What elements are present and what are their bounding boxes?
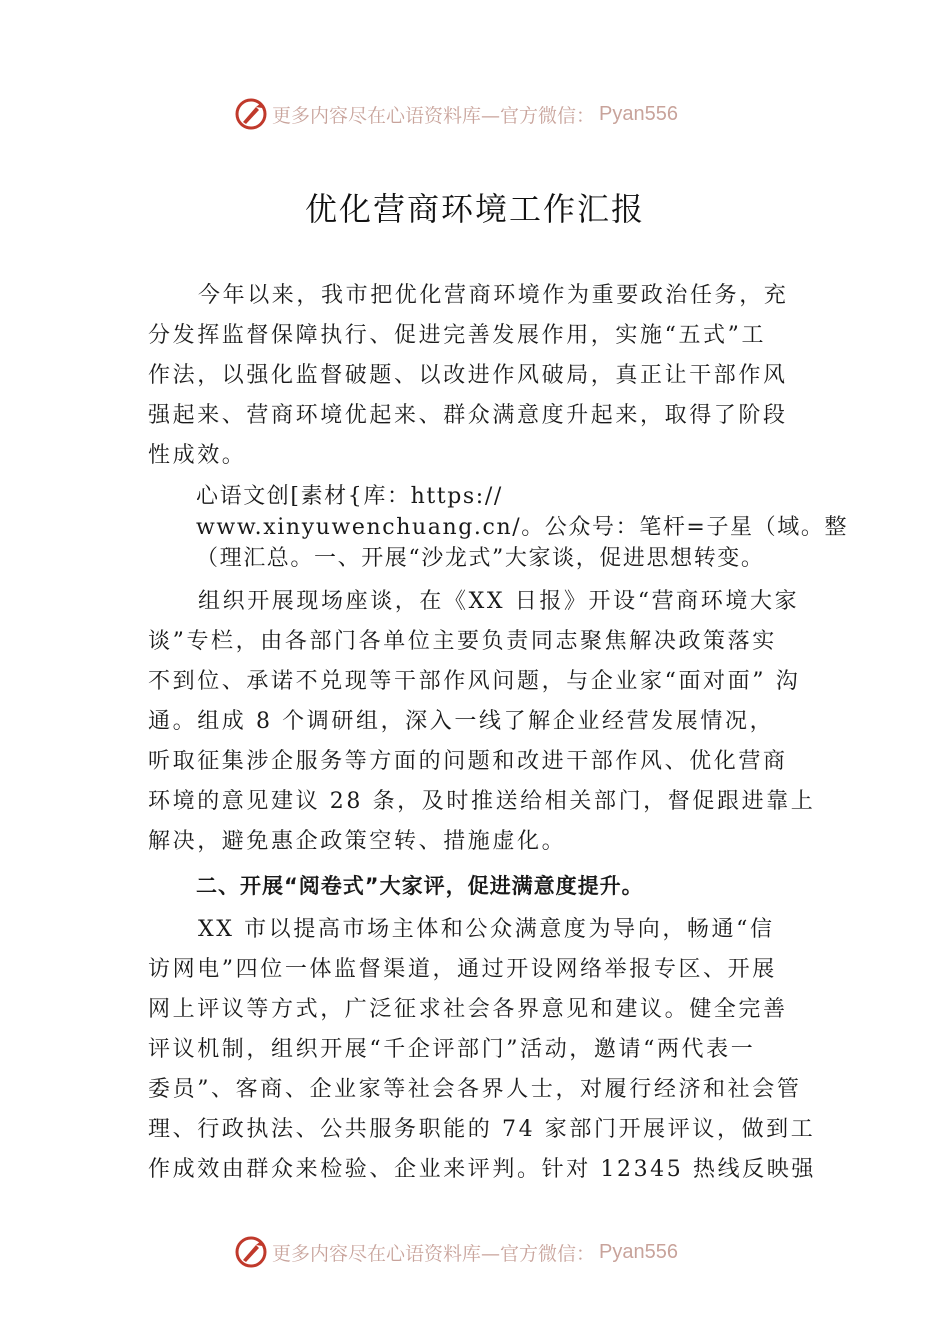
section-two-heading: 二、开展“阅卷式”大家评，促进满意度提升。 [196,874,644,898]
text-line: 评议机制，组织开展“千企评部门”活动，邀请“两代表一 [148,1037,756,1062]
text-line: 通。组成 8 个调研组，深入一线了解企业经营发展情况， [148,709,775,734]
text-line: 组织开展现场座谈，在《XX 日报》开设“营商环境大家 [198,589,800,614]
footer-watermark-banner [234,1234,678,1270]
text-line: www.xinyuwenchuang.cn/。公众号：笔杆=子星（域。整 [196,515,849,540]
text-line: 强起来、营商环境优起来、群众满意度升起来，取得了阶段 [148,403,788,428]
intro-paragraph [148,276,808,476]
section-two-paragraph [148,910,816,1190]
header-watermark-banner [234,96,678,132]
section-one-paragraph [148,582,816,862]
pen-logo-icon [234,97,268,131]
banner-wechat-id: Pyan556 [599,1240,678,1263]
text-line: （理汇总。一、开展“沙龙式”大家谈，促进思想转变。 [196,546,765,571]
text-line: 心语文创[素材{库：https:// [196,484,503,509]
text-line: 委员”、客商、企业家等社会各界人士，对履行经济和社会管 [148,1077,802,1102]
text-line: 分发挥监督保障执行、促进完善发展作用，实施“五式”工 [148,323,767,348]
text-line: 作成效由群众来检验、企业来评判。针对 12345 热线反映强 [148,1157,816,1182]
text-line: 听取征集涉企服务等方面的问题和改进干部作风、优化营商 [148,749,788,774]
text-line: 网上评议等方式，广泛征求社会各界意见和建议。健全完善 [148,997,788,1022]
banner-text: 更多内容尽在心语资料库—官方微信： [272,104,596,127]
text-line: 谈”专栏，由各部门各单位主要负责同志聚焦解决政策落实 [148,629,777,654]
text-line: XX 市以提高市场主体和公众满意度为导向，畅通“信 [198,917,775,942]
text-line: 环境的意见建议 28 条，及时推送给相关部门，督促跟进靠上 [148,789,816,814]
banner-text: 更多内容尽在心语资料库—官方微信： [272,1242,596,1265]
text-line: 今年以来，我市把优化营商环境作为重要政治任务，充 [198,283,789,308]
text-line: 解决，避免惠企政策空转、措施虚化。 [148,829,567,854]
banner-wechat-id: Pyan556 [599,102,678,125]
text-line: 访网电”四位一体监督渠道，通过开设网络举报专区、开展 [148,957,777,982]
text-line: 不到位、承诺不兑现等干部作风问题，与企业家“面对面” 沟 [148,669,801,694]
pen-logo-icon [234,1235,268,1269]
text-line: 性成效。 [148,443,247,468]
text-line: 理、行政执法、公共服务职能的 74 家部门开展评议，做到工 [148,1117,816,1142]
source-note [196,481,848,574]
document-title: 优化营商环境工作汇报 [304,190,645,228]
text-line: 作法，以强化监督破题、以改进作风破局，真正让干部作风 [148,363,788,388]
